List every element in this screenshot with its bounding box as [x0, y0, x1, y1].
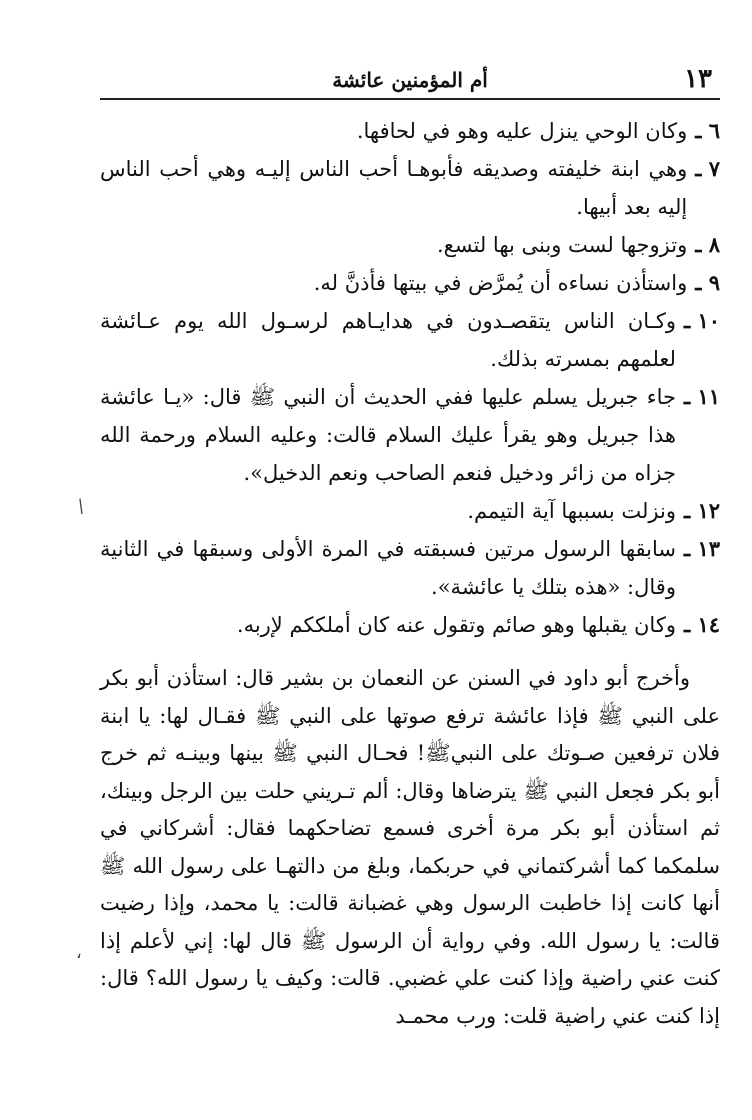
- book-title: أم المؤمنين عائشة: [332, 68, 488, 92]
- list-item: [100, 150, 720, 226]
- list-item-number: ٧ ـ: [695, 156, 720, 181]
- list-item-text: وكان يقبلها وهو صائم وتقول عنه كان أملككم لإربه.: [236, 613, 676, 637]
- list-item-number: ٩ ـ: [695, 270, 720, 295]
- list-item-text: ونزلت بسببها آية التيمم.: [467, 499, 676, 523]
- list-item: [100, 530, 720, 606]
- list-item-text: واستأذن نساءه أن يُمرَّض في بيتها فأذنَّ له.: [313, 271, 688, 295]
- list-item: [100, 112, 720, 150]
- list-item-text: وكـان الناس يتقصـدون في هدايـاهم لرسـول الله يوم عـائشة لعلمهم بمسرته بذلك.: [100, 309, 676, 371]
- list-item: [100, 378, 720, 492]
- list-item-text: سابقها الرسول مرتين فسبقته في المرة الأولى وسبقها في الثانية وقال: «هذه بتلك يا عائشة».: [100, 537, 676, 599]
- list-item-number: ١٤ ـ: [683, 612, 720, 637]
- list-item: [100, 492, 720, 530]
- margin-mark: /: [73, 495, 89, 518]
- list-item-number: ٦ ـ: [695, 118, 720, 143]
- list-item-number: ١٠ ـ: [683, 308, 720, 333]
- list-item-number: ١٣ ـ: [683, 536, 720, 561]
- list-item-number: ٨ ـ: [695, 232, 720, 257]
- list-item-number: ١٢ ـ: [683, 498, 720, 523]
- list-item: [100, 226, 720, 264]
- page-number: ١٣: [684, 64, 712, 94]
- numbered-list: [100, 112, 720, 644]
- list-item: [100, 264, 720, 302]
- list-item-text: وتزوجها لست وبنى بها لتسع.: [436, 233, 688, 257]
- list-item-number: ١١ ـ: [683, 384, 720, 409]
- body-paragraph: وأخرج أبو داود في السنن عن النعمان بن بشير قال: استأذن أبو بكر على النبي ﷺ فإذا عائشة ترفع صوتها على النبي ﷺ فقـال لها: يا ابنة فلان ترفعين صـوتك على النبيﷺ! فحـال النبي ﷺ بينها وبينـه ثم خرج أبو بكر فجعل النبي ﷺ يترضاها وقال: ألم تـريني حلت بين الرجل وبينك، ثم استأذن أبو بكر مرة أخرى فسمع تضاحكهما فقال: أشركاني في سلمكما كما أشركتماني في حربكما، وبلغ من دالتهـا على رسول الله ﷺ أنها كانت إذا خاطبت الرسول وهي غضبانة قالت: يا محمد، وإذا رضيت قالت: يا رسول الله. وفي رواية أن الرسول ﷺ قال لها: إني لأعلم إذا كنت عني راضية وإذا كنت علي غضبي. قالت: وكيف يا رسول الله؟ قال: إذا كنت عني راضية قلت: ورب محمـد: [100, 666, 720, 1028]
- running-header: [100, 62, 720, 100]
- list-item-text: وهي ابنة خليفته وصديقه فأبوهـا أحب الناس إليـه وهي أحب الناس إليه بعد أبيها.: [100, 157, 688, 219]
- list-item: [100, 606, 720, 644]
- list-item: [100, 302, 720, 378]
- list-item-text: جاء جبريل يسلم عليها ففي الحديث أن النبي ﷺ قال: «يـا عائشة هذا جبريل وهو يقرأ عليك السلام قالت: وعليه السلام ورحمة الله جزاه من زائر ودخيل فنعم الصاحب ونعم الدخيل».: [100, 385, 676, 485]
- margin-mark: ،: [76, 942, 82, 963]
- list-item-text: وكان الوحي ينزل عليه وهو في لحافها.: [356, 119, 688, 143]
